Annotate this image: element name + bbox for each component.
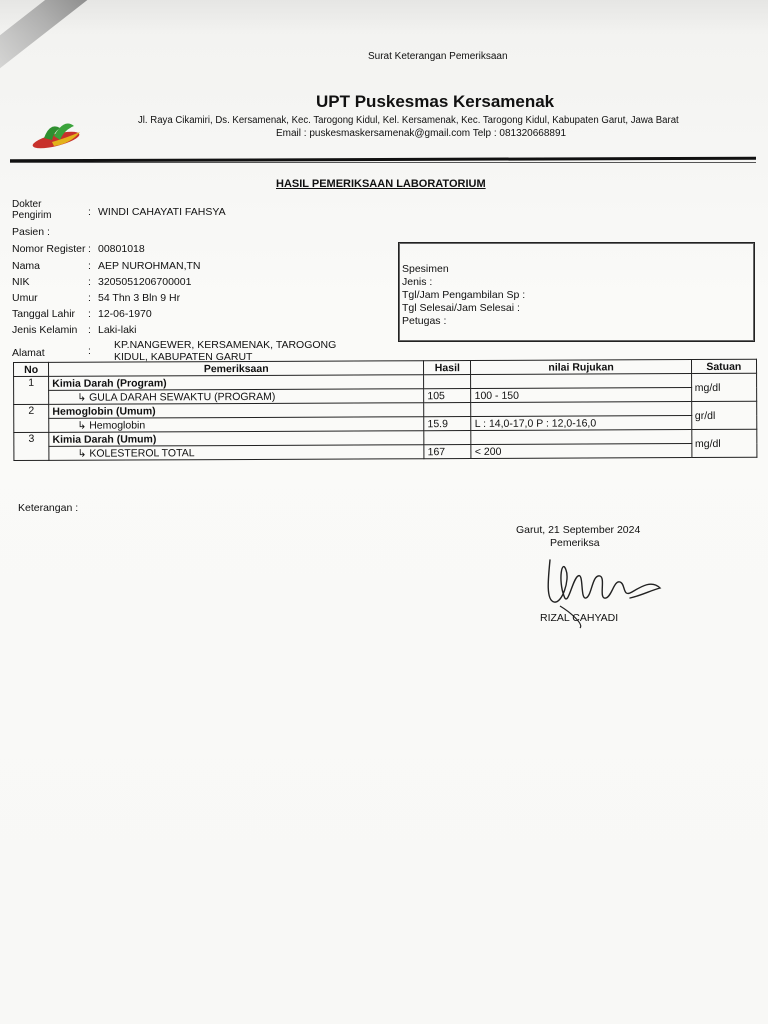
- report-title: HASIL PEMERIKSAAN LABORATORIUM: [276, 178, 486, 190]
- address-line2: KIDUL, KABUPATEN GARUT: [114, 351, 253, 363]
- specimen-officer-label: Petugas :: [402, 315, 447, 327]
- doctor-colon: :: [88, 206, 91, 218]
- specimen-collected-label: Tgl/Jam Pengambilan Sp :: [402, 289, 526, 301]
- unit-cell: gr/dl: [691, 401, 756, 429]
- address-value: [114, 339, 336, 363]
- header-divider-thin: [10, 162, 756, 163]
- specimen-box: [398, 242, 755, 342]
- institution-name: UPT Puskesmas Kersamenak: [316, 92, 555, 111]
- address-label: Alamat: [12, 347, 45, 359]
- reference-cell: L : 14,0-17,0 P : 12,0-16,0: [471, 416, 691, 431]
- row-no: 2: [14, 404, 49, 432]
- empty-cell: [424, 431, 471, 445]
- dob-colon: :: [88, 308, 91, 320]
- specimen-finished-label: Tgl Selesai/Jam Selesai :: [402, 302, 520, 314]
- header-reference: nilai Rujukan: [471, 360, 691, 375]
- result-cell: 167: [424, 445, 471, 459]
- patient-label: Pasien :: [12, 226, 50, 238]
- register-label: Nomor Register: [12, 243, 86, 255]
- header-unit: Satuan: [691, 359, 756, 373]
- nik-label: NIK: [12, 276, 30, 288]
- exam-item: ↳ KOLESTEROL TOTAL: [49, 445, 424, 461]
- empty-cell: [471, 374, 691, 389]
- examiner-name: RIZAL CAHYADI: [540, 612, 619, 624]
- reference-cell: < 200: [471, 444, 691, 459]
- nik-value: 3205051206700001: [98, 276, 192, 288]
- puskesmas-logo-icon: [30, 118, 86, 156]
- nik-colon: :: [88, 276, 91, 288]
- empty-cell: [471, 402, 691, 417]
- reference-cell: 100 - 150: [471, 388, 691, 403]
- age-label: Umur: [12, 292, 38, 304]
- exam-item: ↳ Hemoglobin: [49, 417, 424, 433]
- result-cell: 105: [424, 389, 471, 403]
- header-no: No: [14, 362, 49, 376]
- doctor-label: [12, 199, 51, 221]
- address-colon: :: [88, 345, 91, 357]
- results-table: [13, 359, 757, 461]
- register-colon: :: [88, 243, 91, 255]
- header-exam: Pemeriksaan: [49, 361, 424, 377]
- header-result: Hasil: [424, 361, 471, 375]
- group-name: Kimia Darah (Umum): [49, 431, 424, 447]
- dob-label: Tanggal Lahir: [12, 308, 76, 320]
- row-no: 3: [14, 432, 49, 460]
- sex-value: Laki-laki: [98, 324, 137, 336]
- address-line1: KP.NANGEWER, KERSAMENAK, TAROGONG: [114, 339, 337, 351]
- result-cell: 15.9: [424, 417, 471, 431]
- group-name: Hemoglobin (Umum): [49, 403, 424, 419]
- name-colon: :: [88, 260, 91, 272]
- sex-label: Jenis Kelamin: [12, 324, 78, 336]
- notes-label: Keterangan :: [18, 502, 79, 514]
- register-value: 00801018: [98, 243, 145, 255]
- signature-date-place: Garut, 21 September 2024: [516, 524, 641, 536]
- table-row: [14, 443, 757, 460]
- document-kind: Surat Keterangan Pemeriksaan: [368, 51, 508, 62]
- examiner-role: Pemeriksa: [550, 537, 600, 549]
- empty-cell: [471, 430, 691, 445]
- doctor-value: WINDI CAHAYATI FAHSYA: [98, 206, 226, 218]
- exam-item: ↳ GULA DARAH SEWAKTU (PROGRAM): [49, 389, 424, 405]
- age-colon: :: [88, 292, 91, 304]
- unit-cell: mg/dl: [691, 373, 756, 401]
- institution-address: Jl. Raya Cikamiri, Ds. Kersamenak, Kec. Tarogong Kidul, Kel. Kersamenak, Kec. Tarogong Kidul, Kabupaten Garut, Jawa Barat: [138, 115, 679, 126]
- empty-cell: [424, 403, 471, 417]
- group-name: Kimia Darah (Program): [49, 375, 424, 391]
- row-no: 1: [14, 376, 49, 404]
- specimen-type-label: Jenis :: [402, 276, 433, 288]
- name-label: Nama: [12, 260, 41, 272]
- page-edge-shadow: [0, 0, 768, 34]
- age-value: 54 Thn 3 Bln 9 Hr: [98, 292, 181, 304]
- sex-colon: :: [88, 324, 91, 336]
- name-value: AEP NUROHMAN,TN: [98, 260, 201, 272]
- doctor-label-line1: Dokter: [12, 199, 42, 210]
- unit-cell: mg/dl: [691, 429, 756, 457]
- empty-cell: [424, 375, 471, 389]
- doctor-label-line2: Pengirim: [12, 210, 52, 221]
- institution-contact: Email : puskesmaskersamenak@gmail.com Telp : 081320668891: [276, 128, 567, 139]
- specimen-title: Spesimen: [402, 263, 449, 275]
- dob-value: 12-06-1970: [98, 308, 152, 320]
